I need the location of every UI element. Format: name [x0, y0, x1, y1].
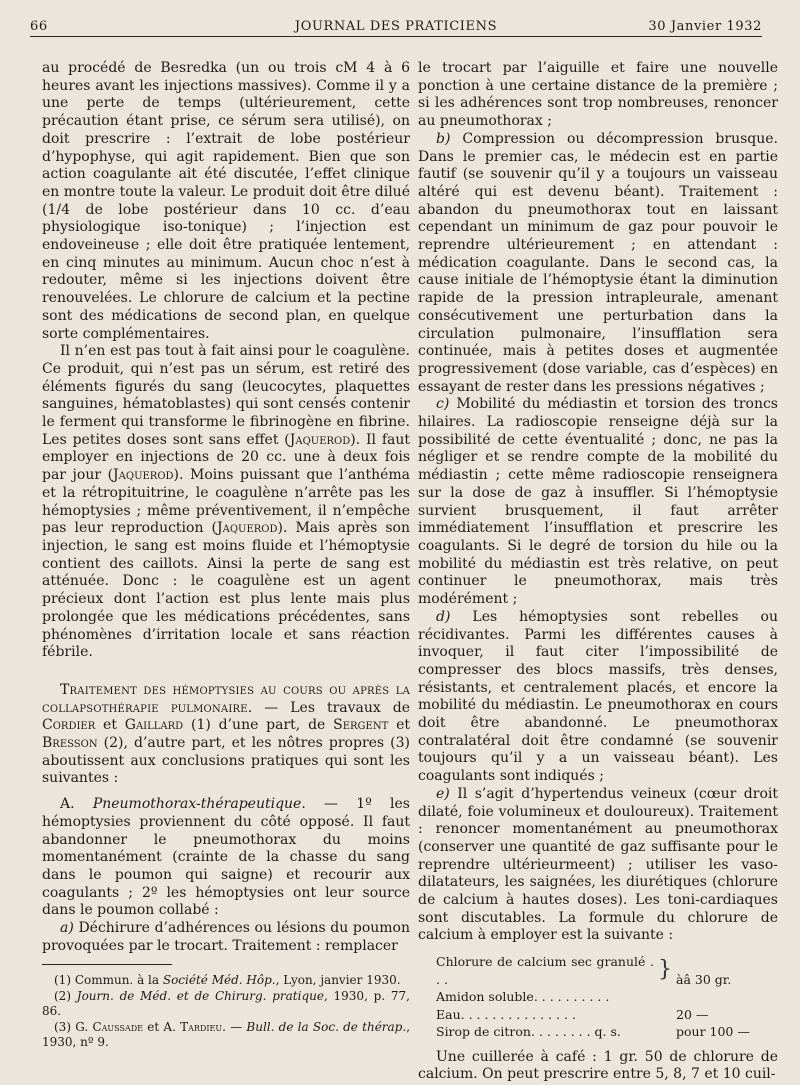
footnote-3: (3) G. Caussade et A. Tardieu. — Bull. de la Soc. de thérap., 1930, nº 9. [42, 1019, 411, 1050]
issue-date: 30 Janvier 1932 [648, 19, 762, 34]
author-name: Bresson [42, 735, 98, 752]
paragraph-trocart: le trocart par l’aiguille et faire une nouvelle ponction à une certaine distance de la première ; si les adhérences sont trop nombreuses, renoncer au pneumothorax ; [418, 60, 778, 130]
paragraph-pneumothorax: A. Pneumothorax-thérapeutique. — 1º les hémoptysies proviennent du côté opposé. Il faut abandonner le pneumothorax du moins momentanément (crainte de la chasse du sang dans le poumon qui saigne) et recourir aux coagulants ; 2º les hémoptysies ont leur source dans le poumon collabé : [42, 796, 410, 919]
prescription-formula [436, 953, 776, 1041]
formula-ingredient: Eau. . . . . . . . . . . . . . . [436, 1006, 576, 1022]
author-name: Sergent [333, 717, 389, 734]
list-item-b: b) Compression ou décompression brusque. Dans le premier cas, le médecin est en partie fautif (se souvenir qu’il y a toujours un vaisseau altéré qui est devenu béant). Traitement : abandon du pneumothorax tout en laissant cependant un minimum de gaz pour pouvoir le reprendre ultérieurement ; en attendant : médication coagulante. Dans le second cas, la cause initiale de l’hémoptysie étant la diminution rapide de la pression intrapleurale, amenant consécutivement une perturbation dans la circulation pulmonaire, l’insufflation sera continuée, mais à petites doses et augmentée progressivement (dose variable, cas d’espèces) en essayant de rester dans les pressions négatives ; [418, 130, 779, 395]
paragraph-coagulene: Il n’en est pas tout à fait ainsi pour le coagulène. Ce produit, qui n’est pas un sérum, est retiré des éléments figurés du sang (leucocytes, plaquettes sanguines, hématoblastes) qui sont censés contenir le ferment qui transforme le fibrinogène en fibrine. Les petites doses sont sans effet (Jaquerod). Il faut employer en injections de 20 cc. une à deux fois par jour (Jaquerod). Moins puissant que l’anthéma et la rétropituitrine, le coagulène n’arrête pas les hémoptysies ; même préventivement, il n’empêche pas leur reproduction (Jaquerod). Mais après son injection, le sang est moins fluide et l’hémoptysie contient des caillots. Ainsi la perte de sang est atténuée. Donc : le coagulène est un agent précieux dont l’action est plus lente mais plus prolongée que les médications précédentes, sans phénomènes d’irritation locale et sans réaction fébrile. [42, 343, 410, 661]
author-name: Gaillard [124, 717, 184, 734]
formula-ingredient: Chlorure de calcium sec granulé . . . [436, 954, 654, 987]
list-item-c: c) Mobilité du médiastin et torsion des troncs hilaires. La radioscopie renseigne déjà sur la possibilité de cette éventualité ; donc, ne pas la négliger et se rendre compte de la mobilité du médiastin ; cette même radioscopie renseignera sur la dose de gaz à insuffler. Si l’hémoptysie survient brusquement, il faut arrêter immédiatement l’insufflation et prescrire les coagulants. Si le degré de torsion du hile ou la mobilité du médiastin est très relative, on peut continuer le pneumothorax, mais très modérément ; [418, 396, 778, 608]
formula-brace: } [658, 957, 672, 983]
footnote-rule [42, 964, 172, 971]
author-name: Jaquerod [113, 467, 174, 484]
list-item-e: e) Il s’agit d’hypertendus veineux (cœur droit dilaté, foie volumineux et douloureux). Traitement : renoncer momentanément au pneumothorax (conserver une quantité de gaz suffisante pour le reprendre ultérieurmeent) ; utiliser les vaso-dilatateurs, les saignées, les diurétiques (chlorure de calcium à hautes doses). Les toni-cardiaques sont discutables. La formule du chlorure de calcium à employer est la suivante : [418, 785, 778, 944]
author-name: Cordier [42, 717, 96, 734]
journal-title: JOURNAL DES PRATICIENS [294, 19, 498, 34]
formula-ingredient: Sirop de citron. . . . . . . . q. s. [436, 1024, 621, 1040]
section-heading: Traitement des hémoptysies au cours ou après la collapsothérapie pulmonaire. [42, 681, 410, 716]
footnote-2: (2) Journ. de Méd. et de Chirurg. pratique, 1930, p. 77, 86. [42, 988, 410, 1019]
left-column [42, 60, 410, 1050]
paragraph-dosage: Une cuillerée à café : 1 gr. 50 de chlorure de calcium. On peut prescrire entre 5, 8, 7 et 10 cuil- [418, 1048, 778, 1083]
formula-quantity: àâ 30 gr. [676, 971, 732, 987]
running-header [30, 14, 762, 37]
list-item-a: a) Déchirure d’adhérences ou lésions du poumon provoquées par le trocart. Traitement : remplacer [42, 920, 410, 954]
right-column [418, 60, 778, 1084]
formula-quantity: 20 — [676, 1006, 709, 1022]
author-name: Jaquerod [216, 520, 278, 537]
formula-quantity: pour 100 — [676, 1024, 750, 1040]
author-name: Jaquerod [289, 431, 351, 448]
footnote-1: (1) Commun. à la Société Méd. Hôp., Lyon, janvier 1930. [54, 973, 401, 988]
list-item-d: d) Les hémoptysies sont rebelles ou récidivantes. Parmi les différentes causes à invoquer, il faut citer l’impossibilité de compresser des blocs massifs, très denses, résistants, et centralement placés, et encore la mobilité du médiastin. Le pneumothorax en cours doit être abandonné. Le pneumothorax contralatéral doit être condamné (se souvenir toujours qu’il y a un vaisseau béant). Les coagulants sont indiqués ; [418, 608, 778, 785]
page-number: 66 [30, 19, 48, 34]
paragraph-hypophyse: au procédé de Besredka (un ou trois cM 4 à 6 heures avant les injections massives). Comme il y a une perte de temps (ultérieurement, cette précaution étant prise, ce sérum sera utilisé), on doit prescrire : l’extrait de lobe postérieur d’hypophyse, qui agit rapidement. Bien que son action coagulante ait été discutée, l’effet clinique en montre toute la valeur. Le produit doit être dilué (1/4 de lobe postérieur dans 10 cc. d’eau physiologique iso-tonique) ; l’injection est endoveineuse ; elle doit être pratiquée lentement, en cinq minutes au minimum. Aucun choc n’est à redouter, même si les injections doivent être renouvelées. Le chlorure de calcium et la pectine sont des médications de second plan, en quelque sorte complémentaires. [42, 60, 410, 342]
formula-ingredient: Amidon soluble. . . . . . . . . . [436, 989, 610, 1005]
subsection-title: Pneumothorax-thérapeutique [92, 796, 302, 813]
section-collapsotherapie: Traitement des hémoptysies au cours ou après la collapsothérapie pulmonaire. — Les travaux de Cordier et Gaillard (1) d’une part, de Sergent et Bresson (2), d’autre part, et les nôtres propres (3) aboutissent aux conclusions pratiques qui sont les suivantes : [42, 681, 410, 787]
footnotes [42, 973, 410, 1050]
